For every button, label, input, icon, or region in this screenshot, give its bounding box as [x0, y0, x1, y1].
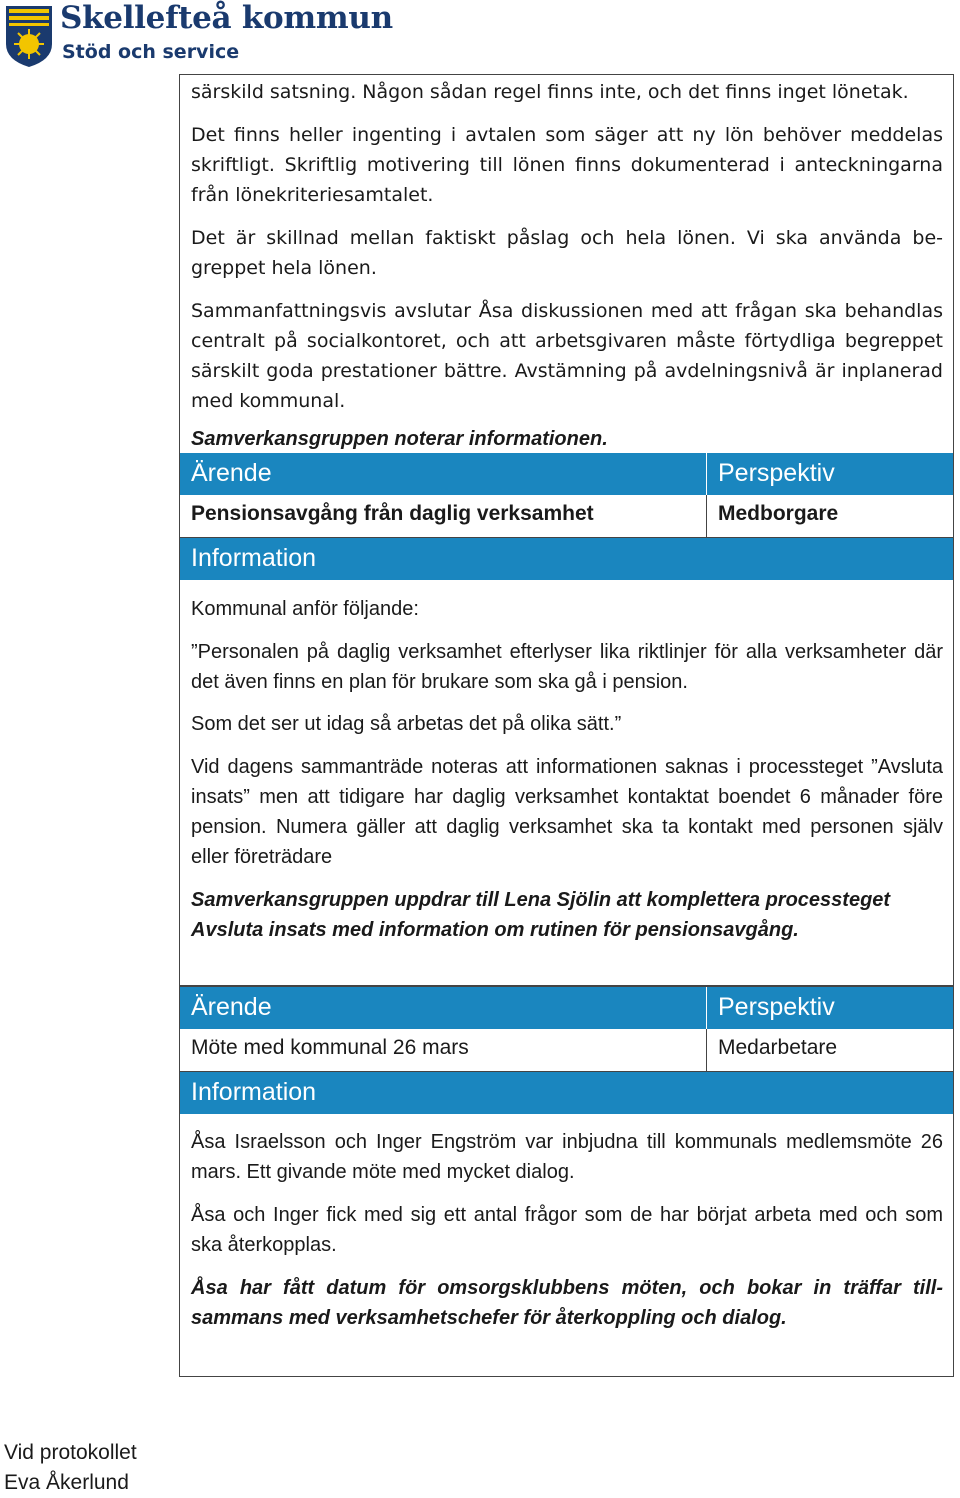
- paragraph: Åsa och Inger fick med sig ett antal frågor som de har börjat arbeta med och som ska återkopplas.: [191, 1204, 943, 1256]
- agenda-box-2: [179, 986, 954, 1377]
- conclusion-text: Samverkansgruppen noterar informationen.: [191, 428, 608, 450]
- logo-subtitle: Stöd och service: [62, 41, 240, 63]
- coat-of-arms-icon: [4, 4, 54, 68]
- arende-value: Pensionsavgång från daglig verksamhet: [191, 502, 594, 525]
- footer-line: Vid protokollet: [4, 1441, 137, 1464]
- information-header-bar: [180, 1072, 953, 1114]
- decision-text: Åsa har fått datum för omsorgsklubbens möten, och bokar in träffar tillsammans med verksamhetschefer för återkoppling och dialog.: [191, 1277, 943, 1329]
- paragraph: Vid dagens sammanträde noteras att informationen saknas i processteget ”Avsluta insats” men att tidigare har daglig verksamhet kontaktat boendet 6 månader före pension. Numera gäller att daglig verksamhet ska ta kontakt med personen själv eller företrädare: [191, 756, 943, 868]
- paragraph: särskild satsning. Någon sådan regel finns inte, och det finns inget lönetak.: [191, 81, 909, 103]
- arende-label: Ärende: [191, 993, 272, 1021]
- decision-text: Samverkansgruppen uppdrar till Lena Sjölin att komplettera processteget Avsluta insats med information om rutinen för pensionsavgång.: [191, 889, 891, 941]
- paragraph: Åsa Israelsson och Inger Engström var inbjudna till kommunals medlemsmöte 26 mars. Ett givande möte med mycket dialog.: [191, 1131, 943, 1183]
- quote-paragraph: ”Personalen på daglig verksamhet efterlyser lika riktlinjer för alla verksamheter där det även finns en plan för brukare som ska gå i pension.: [191, 641, 943, 693]
- arende-header-bar: [180, 453, 953, 495]
- quote-paragraph: Som det ser ut idag så arbetas det på olika sätt.”: [191, 713, 622, 735]
- arende-value-row: [180, 495, 953, 538]
- logo-title: Skellefteå kommun: [60, 0, 393, 36]
- perspektiv-value: Medarbetare: [718, 1036, 838, 1059]
- perspektiv-value: Medborgare: [718, 502, 839, 525]
- information-label: Information: [191, 544, 317, 572]
- arende-value: Möte med kommunal 26 mars: [191, 1036, 469, 1059]
- arende-label: Ärende: [191, 459, 272, 487]
- perspektiv-label: Perspektiv: [718, 459, 835, 487]
- arende-header-bar: [180, 987, 953, 1029]
- paragraph: Det finns heller ingenting i avtalen som säger att ny lön behöver meddelas skriftligt. Skriftlig motivering till lönen finns dokumenterad i anteckningarna från lönekriteriesamtalet.: [191, 124, 943, 206]
- agenda-box-1: [179, 74, 954, 986]
- paragraph: Det är skillnad mellan faktiskt påslag och hela lönen. Vi ska använda begreppet hela lönen.: [191, 227, 943, 279]
- paragraph: Sammanfattningsvis avslutar Åsa diskussionen med att frågan ska behandlas centralt på socialkontoret, och att arbetsgivaren måste förtydliga begreppet särskilt goda prestationer bättre. Avstämning på avdelningsnivå är inplanerad med kommunal.: [191, 300, 943, 412]
- information-header-bar: [180, 538, 953, 580]
- perspektiv-label: Perspektiv: [718, 993, 835, 1021]
- footer-signature-name: Eva Åkerlund: [4, 1471, 129, 1494]
- arende-value-row: [180, 1029, 953, 1072]
- page-header: [4, 0, 393, 70]
- protocol-signature: [4, 1438, 137, 1498]
- paragraph: Kommunal anför följande:: [191, 598, 419, 620]
- information-label: Information: [191, 1078, 317, 1106]
